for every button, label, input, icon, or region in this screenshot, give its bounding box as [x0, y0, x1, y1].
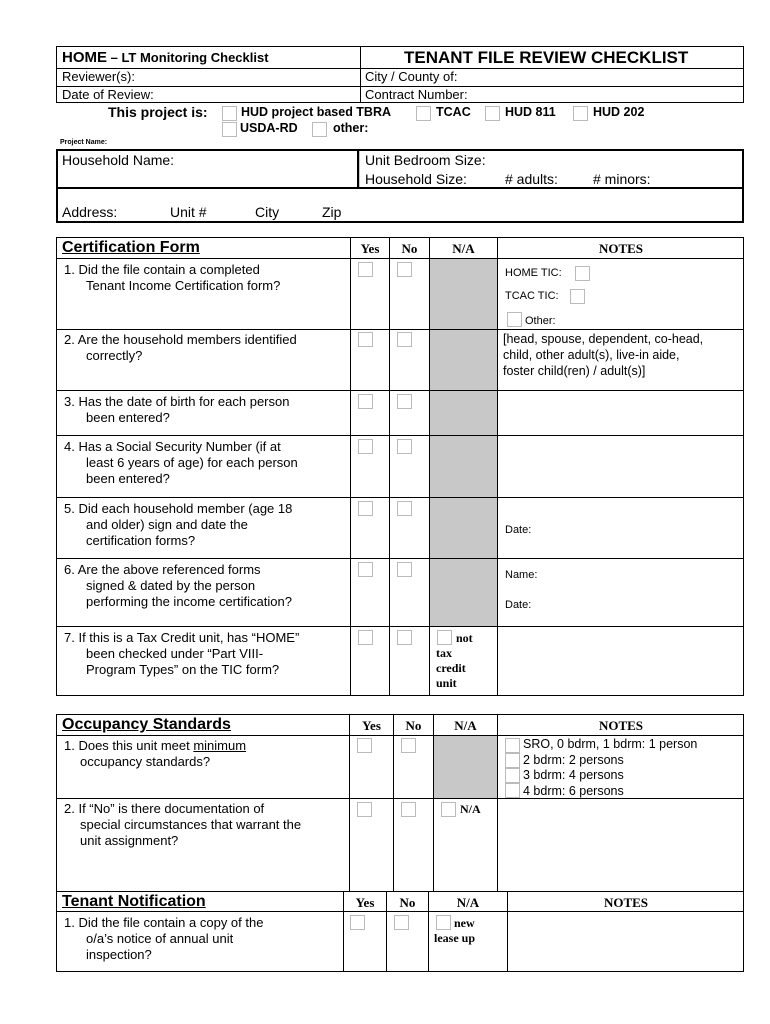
tcac-tic-label: TCAC TIC:	[505, 290, 559, 302]
cert-q6-date-label: Date:	[505, 599, 532, 611]
home-tic-label: HOME TIC:	[505, 267, 562, 279]
other-checkbox[interactable]	[312, 122, 327, 137]
cert-q4-yes-checkbox[interactable]	[358, 439, 373, 454]
tcac-tic-checkbox[interactable]	[570, 289, 585, 304]
occ-q2-na-label: N/A	[460, 802, 481, 816]
cert-q1-yes-checkbox[interactable]	[358, 262, 373, 277]
minors-label: # minors:	[593, 171, 651, 187]
hud-project-label: HUD project based TBRA	[241, 105, 392, 119]
occ-q1: 1. Does this unit meet minimum occupancy standards?	[64, 738, 247, 769]
occ-n2-checkbox[interactable]	[505, 753, 520, 768]
occ-q2: 2. If “No” is there documentation of special circumstances that warrant the unit assignment?	[64, 801, 302, 848]
occ-q1-notes: SRO, 0 bdrm, 1 bdrm: 1 person 2 bdrm: 2 persons 3 bdrm: 4 persons 4 bdrm: 6 persons	[523, 737, 698, 798]
hud811-label: HUD 811	[505, 105, 556, 119]
date-review-label: Date of Review:	[62, 87, 154, 102]
occupancy-section-title: Occupancy Standards	[62, 716, 231, 733]
household-name-label: Household Name:	[62, 152, 175, 168]
cert-q5-yes-checkbox[interactable]	[358, 501, 373, 516]
city-county-label: City / County of:	[365, 69, 458, 84]
zip-label: Zip	[322, 204, 342, 220]
notif-q1-na-label: new lease up	[434, 916, 476, 945]
household-size-label: Household Size:	[365, 171, 467, 187]
cert-q6-yes-checkbox[interactable]	[358, 562, 373, 577]
notif-q1: 1. Did the file contain a copy of the o/a’s notice of annual unit inspection?	[64, 915, 264, 962]
notif-col-no: No	[399, 895, 416, 910]
hud202-checkbox[interactable]	[573, 106, 588, 121]
cert-q3-yes-checkbox[interactable]	[358, 394, 373, 409]
occ-n3-checkbox[interactable]	[505, 768, 520, 783]
hud202-label: HUD 202	[593, 105, 645, 119]
notif-col-yes: Yes	[355, 895, 375, 910]
cert-q6: 6. Are the above referenced forms signed & dated by the person performing the income certification?	[64, 562, 292, 609]
address-label: Address:	[62, 204, 118, 220]
occ-q2-na-checkbox[interactable]	[441, 802, 456, 817]
cert-q2-notes: [head, spouse, dependent, co-head, child, other adult(s), live-in aide, foster child(ren) / adult(s)]	[503, 332, 704, 378]
notif-col-notes: NOTES	[603, 895, 649, 910]
cert-q6-name-label: Name:	[505, 569, 538, 581]
certification-section-title: Certification Form	[62, 239, 200, 256]
contract-number-label: Contract Number:	[365, 87, 468, 102]
occ-q2-yes-checkbox[interactable]	[357, 802, 372, 817]
col-notes: NOTES	[598, 241, 644, 256]
occ-n1-checkbox[interactable]	[505, 738, 520, 753]
col-no: No	[401, 241, 418, 256]
project-is-label: This project is:	[108, 104, 208, 120]
cert-q4: 4. Has a Social Security Number (if at least 6 years of age) for each person been entered?	[64, 439, 298, 486]
notif-col-na: N/A	[456, 895, 480, 910]
cert-q5-no-checkbox[interactable]	[397, 501, 412, 516]
hud-project-checkbox[interactable]	[222, 106, 237, 121]
cert-q1: 1. Did the file contain a completed Tenant Income Certification form?	[64, 262, 281, 293]
tcac-checkbox[interactable]	[416, 106, 431, 121]
cert-q7-yes-checkbox[interactable]	[358, 630, 373, 645]
cert-q7-na-label: not tax credit unit	[436, 631, 473, 690]
reviewer-label: Reviewer(s):	[62, 69, 135, 84]
occ-col-notes: NOTES	[598, 718, 644, 733]
cert-q7: 7. If this is a Tax Credit unit, has “HOME” been checked under “Part VIII- Program Types” on the TIC form?	[64, 630, 300, 677]
cert-q3-no-checkbox[interactable]	[397, 394, 412, 409]
usda-label: USDA-RD	[240, 121, 298, 135]
adults-label: # adults:	[505, 171, 558, 187]
bedroom-size-label: Unit Bedroom Size:	[365, 152, 486, 168]
cert-q4-no-checkbox[interactable]	[397, 439, 412, 454]
notification-section-title: Tenant Notification	[62, 893, 206, 910]
col-na: N/A	[452, 241, 475, 256]
cert-q2-yes-checkbox[interactable]	[358, 332, 373, 347]
occ-col-yes: Yes	[362, 718, 381, 733]
occ-col-no: No	[405, 718, 422, 733]
city-label: City	[255, 204, 280, 220]
occ-col-na: N/A	[454, 718, 477, 733]
cert-q1-no-checkbox[interactable]	[397, 262, 412, 277]
col-yes: Yes	[360, 241, 380, 256]
occ-q1-yes-checkbox[interactable]	[357, 738, 372, 753]
cert-q2: 2. Are the household members identified correctly?	[64, 332, 297, 363]
other-tic-label: Other:	[525, 315, 556, 327]
tcac-label: TCAC	[436, 105, 471, 119]
hud811-checkbox[interactable]	[485, 106, 500, 121]
project-name-label: Project Name:	[60, 139, 108, 146]
occ-n4-checkbox[interactable]	[505, 783, 520, 798]
checklist-subtitle: – LT Monitoring Checklist	[107, 50, 269, 65]
notif-q1-no-checkbox[interactable]	[394, 915, 409, 930]
cert-q3: 3. Has the date of birth for each person been entered?	[64, 394, 290, 425]
form-name	[62, 49, 269, 66]
other-label: other:	[333, 121, 369, 135]
cert-q6-no-checkbox[interactable]	[397, 562, 412, 577]
cert-q2-no-checkbox[interactable]	[397, 332, 412, 347]
notif-q1-yes-checkbox[interactable]	[350, 915, 365, 930]
other-tic-checkbox[interactable]	[507, 312, 522, 327]
page-title: TENANT FILE REVIEW CHECKLIST	[404, 48, 689, 67]
cert-q5: 5. Did each household member (age 18 and older) sign and date the certification forms?	[64, 501, 293, 548]
home-label: HOME	[62, 49, 107, 66]
usda-checkbox[interactable]	[222, 122, 237, 137]
unit-label: Unit #	[170, 204, 207, 220]
occ-q1-no-checkbox[interactable]	[401, 738, 416, 753]
home-tic-checkbox[interactable]	[575, 266, 590, 281]
cert-q7-no-checkbox[interactable]	[397, 630, 412, 645]
occ-q2-no-checkbox[interactable]	[401, 802, 416, 817]
cert-q5-date-label: Date:	[505, 524, 532, 536]
